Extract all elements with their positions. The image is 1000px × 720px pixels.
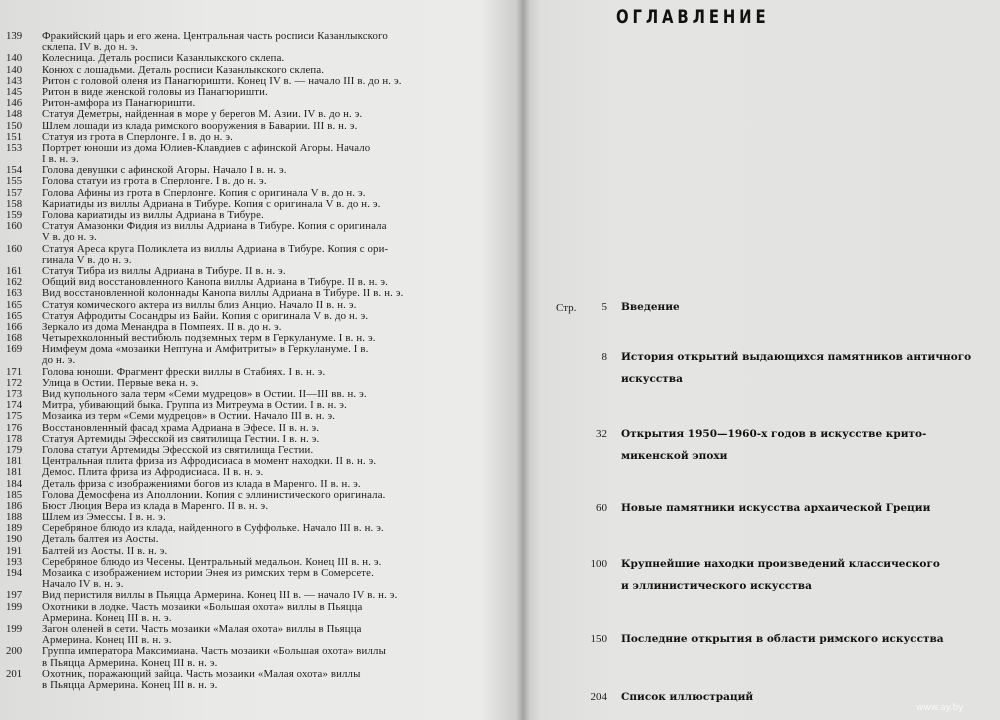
toc-entry-title xyxy=(621,553,976,597)
illustration-caption: Статуя Тибра из виллы Адриана в Тибуре. II в. н. э. xyxy=(42,264,286,277)
illustration-page-number: 154 xyxy=(6,164,23,177)
toc-title-line: искусства xyxy=(621,373,683,385)
illustration-caption: Статуя Артемиды Эфесской из святилища Гестии. I в. н. э. xyxy=(42,432,320,445)
illustration-caption: Голова юноши. Фрагмент фрески виллы в Стабиях. I в. н. э. xyxy=(42,365,326,378)
illustration-caption: Ритон с головой оленя из Панагюришти. Конец IV в. — начало III в. до н. э. xyxy=(42,74,402,87)
illustration-caption: Охотники в лодке. Часть мозаики «Большая охота» виллы в Пьяцца xyxy=(42,600,363,613)
illustration-caption: Начало IV в. н. э. xyxy=(42,578,124,591)
illustration-caption: Фракийский царь и его жена. Центральная часть росписи Казанлыкского xyxy=(42,30,388,42)
illustration-caption: Статуя Афродиты Сосандры из Байи. Копия с оригинала V в. до н. э. xyxy=(42,309,369,322)
illustration-caption: в Пьяцца Армерина. Конец III в. н. э. xyxy=(42,678,218,691)
illustration-line xyxy=(6,479,518,490)
illustration-caption: Армерина. Конец III в. н. э. xyxy=(42,611,172,624)
illustration-page-number: 143 xyxy=(6,74,23,87)
illustration-caption: гинала V в. до н. э. xyxy=(42,253,132,266)
illustration-caption: Серебряное блюдо из клада, найденного в Суффольке. Начало III в. н. э. xyxy=(42,522,384,535)
illustration-line xyxy=(6,143,518,154)
illustration-caption: Центральная плита фриза из Афродисиаса в момент находки. II в. н. э. xyxy=(42,455,377,468)
illustration-line xyxy=(6,344,518,355)
illustration-line xyxy=(6,232,518,243)
illustration-caption: I в. н. э. xyxy=(42,153,79,166)
illustration-page-number: 151 xyxy=(6,130,23,143)
illustration-caption: Вид купольного зала терм «Семи мудрецов» в Остии. II—III вв. н. э. xyxy=(42,388,367,400)
illustration-line xyxy=(6,109,518,120)
toc-page-number: 60 xyxy=(596,502,607,514)
illustration-page-number: 174 xyxy=(6,399,23,412)
illustration-caption: Общий вид восстановленного Канопа виллы Адриана в Тибуре. II в. н. э. xyxy=(42,276,389,289)
illustration-caption: Армерина. Конец III в. н. э. xyxy=(42,634,172,647)
illustration-caption: Улица в Остии. Первые века н. э. xyxy=(42,376,199,389)
illustration-page-number: 186 xyxy=(6,499,23,512)
illustration-page-number: 199 xyxy=(6,600,23,613)
illustration-caption: Нимфеум дома «мозаики Нептуна и Амфитриты» в Геркулануме. I в. xyxy=(42,343,369,356)
toc-title-line: Открытия 1950—1960-х годов в искусстве крито- xyxy=(621,428,927,440)
illustration-caption: Четырехколонный вестибюль подземных терм в Геркулануме. I в. н. э. xyxy=(42,332,376,345)
book-gutter xyxy=(516,0,530,720)
toc-title-line: микенской эпохи xyxy=(621,450,728,462)
illustration-page-number: 158 xyxy=(6,197,23,210)
toc-title-line: Последние открытия в области римского искусства xyxy=(621,633,944,645)
illustration-page-number: 194 xyxy=(6,567,23,579)
watermark: www.ay.by xyxy=(916,703,964,713)
illustration-page-number: 176 xyxy=(6,421,23,434)
illustration-line xyxy=(6,121,518,132)
illustration-page-number: 160 xyxy=(6,220,23,233)
illustration-caption: Деталь балтея из Аосты. xyxy=(42,533,159,546)
illustration-page-number: 145 xyxy=(6,85,23,98)
illustration-caption: Демос. Плита фриза из Афродисиаса. II в. н. э. xyxy=(42,466,264,479)
illustration-line xyxy=(6,534,518,545)
toc-entry-title xyxy=(621,628,976,650)
illustration-caption: Зеркало из дома Менандра в Помпеях. II в. до н. э. xyxy=(42,320,282,333)
illustration-caption: Охотник, поражающий зайца. Часть мозаики «Малая охота» виллы xyxy=(42,667,361,680)
illustration-line xyxy=(6,658,518,669)
illustration-page-number: 165 xyxy=(6,309,23,322)
illustration-caption: Голова Демосфена из Аполлонии. Копия с эллинистического оригинала. xyxy=(42,488,386,501)
illustration-caption: Голова девушки с афинской Агоры. Начало I в. н. э. xyxy=(42,164,287,177)
illustration-page-number: 188 xyxy=(6,511,23,524)
illustration-page-number: 166 xyxy=(6,320,23,333)
illustration-caption: Ритон в виде женской головы из Панагюришти. xyxy=(42,85,268,98)
illustration-caption: Митра, убивающий быка. Группа из Митреума в Остии. I в. н. э. xyxy=(42,399,347,412)
illustration-page-number: 168 xyxy=(6,332,23,345)
toc-title: ОГЛАВЛЕНИЕ xyxy=(616,6,770,28)
illustration-caption: Вид восстановленной колоннады Канопа виллы Адриана в Тибуре. II в. н. э. xyxy=(42,287,404,300)
illustration-caption: Загон оленей в сети. Часть мозаики «Малая охота» виллы в Пьяцца xyxy=(42,622,362,635)
illustration-page-number: 179 xyxy=(6,443,23,456)
illustration-page-number: 148 xyxy=(6,108,23,121)
illustration-caption: Мозаика с изображением истории Энея из римских терм в Сомерсете. xyxy=(42,567,374,579)
illustration-page-number: 163 xyxy=(6,287,23,300)
toc-page-number: 150 xyxy=(590,633,607,645)
illustration-caption: Голова статуи Артемиды Эфесской из святилища Гестии. xyxy=(42,443,314,456)
illustration-page-number: 175 xyxy=(6,410,23,423)
illustration-line xyxy=(6,411,518,422)
illustration-line xyxy=(6,646,518,657)
illustration-page-number: 146 xyxy=(6,97,23,110)
illustration-caption: Восстановленный фасад храма Адриана в Эфесе. II в. н. э. xyxy=(42,421,320,434)
toc-title-line: История открытий выдающихся памятников античного xyxy=(621,351,972,363)
toc-title-line: Введение xyxy=(621,301,680,313)
illustration-caption: Статуя комического актера из виллы близ Анцио. Начало II в. н. э. xyxy=(42,298,357,311)
toc-title-line: Список иллюстраций xyxy=(621,691,754,703)
illustration-page-number: 140 xyxy=(6,63,23,76)
illustration-caption: склепа. IV в. до н. э. xyxy=(42,41,138,54)
illustration-page-number: 181 xyxy=(6,455,23,468)
illustration-caption: Деталь фриза с изображениями богов из клада в Маренго. II в. н. э. xyxy=(42,477,361,490)
illustration-caption: Мозаика из терм «Семи мудрецов» в Остии. Начало III в. н. э. xyxy=(42,410,336,423)
illustration-page-number: 184 xyxy=(6,477,23,490)
illustration-line xyxy=(6,300,518,311)
illustration-line xyxy=(6,590,518,601)
illustration-caption: V в. до н. э. xyxy=(42,231,97,244)
illustration-page-number: 150 xyxy=(6,119,23,132)
illustration-page-number: 172 xyxy=(6,376,23,389)
illustration-page-number: 189 xyxy=(6,522,23,535)
illustration-caption: до н. э. xyxy=(42,354,76,367)
illustration-caption: Балтей из Аосты. II в. н. э. xyxy=(42,544,168,557)
illustration-page-number: 157 xyxy=(6,186,23,199)
illustration-caption: Голова Афины из грота в Сперлонге. Копия с оригинала V в. до н. э. xyxy=(42,186,366,199)
illustration-caption: Колесница. Деталь росписи Казанлыкского склепа. xyxy=(42,52,285,65)
toc-entry-title xyxy=(621,497,976,519)
illustration-caption: Статуя Амазонки Фидия из виллы Адриана в Тибуре. Копия с оригинала xyxy=(42,220,387,233)
illustration-page-number: 178 xyxy=(6,432,23,445)
page-column-label: Стр. xyxy=(556,302,577,314)
illustration-caption: Голова кариатиды из виллы Адриана в Тибуре. xyxy=(42,209,264,221)
illustration-page-number: 181 xyxy=(6,466,23,479)
illustration-caption: в Пьяцца Армерина. Конец III в. н. э. xyxy=(42,656,218,669)
illustration-caption: Серебряное блюдо из Чесены. Центральный медальон. Конец III в. н. э. xyxy=(42,555,382,568)
illustration-caption: Шлем из Эмессы. I в. н. э. xyxy=(42,511,166,524)
illustration-caption: Ритон-амфора из Панагюришти. xyxy=(42,97,196,110)
illustration-caption: Статуя из грота в Сперлонге. I в. до н. э. xyxy=(42,130,234,143)
toc-page-number: 204 xyxy=(590,691,607,703)
illustration-caption: Портрет юноши из дома Юлиев-Клавдиев с афинской Агоры. Начало xyxy=(42,141,371,154)
toc-page-number: 32 xyxy=(596,428,607,440)
illustration-line xyxy=(6,680,518,691)
illustration-caption: Статуя Ареса круга Поликлета из виллы Адриана в Тибуре. Копия с ори- xyxy=(42,242,389,255)
illustration-page-number: 190 xyxy=(6,533,23,546)
illustration-caption: Конюх с лошадьми. Деталь росписи Казанлыкского склепа. xyxy=(42,63,325,76)
toc-entry-title xyxy=(621,296,976,318)
illustration-page-number: 159 xyxy=(6,209,23,221)
illustration-page-number: 171 xyxy=(6,365,23,378)
toc-page-number: 5 xyxy=(601,301,607,313)
illustration-page-number: 162 xyxy=(6,276,23,289)
illustration-caption: Шлем лошади из клада римского вооружения в Баварии. III в. н. э. xyxy=(42,119,358,132)
toc-page-number: 100 xyxy=(590,558,607,570)
illustration-page-number: 200 xyxy=(6,645,23,658)
illustration-caption: Группа императора Максимиана. Часть мозаики «Большая охота» виллы xyxy=(42,645,386,658)
illustration-page-number: 155 xyxy=(6,175,23,188)
toc-title-line: Новые памятники искусства архаической Греции xyxy=(621,502,931,514)
illustration-page-number: 197 xyxy=(6,589,23,602)
illustration-caption: Статуя Деметры, найденная в море у берегов М. Азии. IV в. до н. э. xyxy=(42,108,363,121)
illustration-page-number: 199 xyxy=(6,622,23,635)
toc-entry-title xyxy=(621,423,976,467)
illustration-page-number: 201 xyxy=(6,667,23,680)
toc-page-number: 8 xyxy=(601,351,607,363)
illustration-page-number: 173 xyxy=(6,388,23,400)
illustration-page-number: 160 xyxy=(6,242,23,255)
illustration-line xyxy=(6,467,518,478)
illustration-caption: Кариатиды из виллы Адриана в Тибуре. Копия с оригинала V в. до н. э. xyxy=(42,197,381,210)
illustration-page-number: 185 xyxy=(6,488,23,501)
illustration-caption: Голова статуи из грота в Сперлонге. I в. до н. э. xyxy=(42,175,267,188)
illustration-page-number: 140 xyxy=(6,52,23,65)
toc-entry-title xyxy=(621,346,976,390)
toc-title-line: и эллинистического искусства xyxy=(621,580,812,592)
illustration-caption: Вид перистиля виллы в Пьяцца Армерина. Конец III в. — начало IV в. н. э. xyxy=(42,589,398,602)
illustration-page-number: 139 xyxy=(6,30,23,42)
illustration-page-number: 191 xyxy=(6,544,23,557)
illustrations-list xyxy=(6,31,518,691)
illustration-page-number: 169 xyxy=(6,343,23,356)
illustration-page-number: 193 xyxy=(6,555,23,568)
illustration-line xyxy=(6,53,518,64)
illustration-line xyxy=(6,176,518,187)
toc-title-line: Крупнейшие находки произведений классического xyxy=(621,558,940,570)
illustration-page-number: 153 xyxy=(6,141,23,154)
illustration-line xyxy=(6,288,518,299)
illustration-line xyxy=(6,355,518,366)
illustration-page-number: 165 xyxy=(6,298,23,311)
illustration-caption: Бюст Люция Вера из клада в Маренго. II в. н. э. xyxy=(42,499,269,512)
illustration-page-number: 161 xyxy=(6,264,23,277)
